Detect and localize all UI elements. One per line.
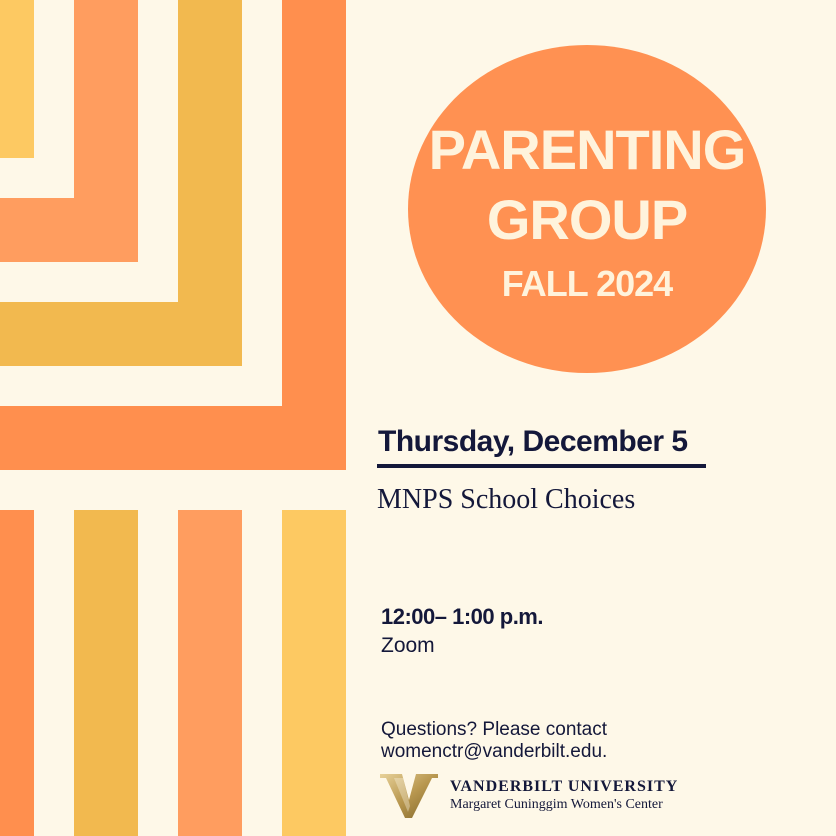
event-time: 12:00– 1:00 p.m.	[381, 604, 543, 629]
center-name: Margaret Cuninggim Women's Center	[450, 797, 663, 812]
event-date: Thursday, December 5	[378, 425, 688, 458]
title-line-1: PARENTING	[428, 118, 746, 181]
title-line-2: GROUP	[486, 188, 688, 251]
stripe-gold-horizontal	[0, 302, 242, 366]
title-season: FALL 2024	[501, 263, 673, 304]
date-underline	[377, 464, 706, 468]
bar-orange	[0, 510, 34, 836]
stripe-yellow-vertical	[0, 0, 34, 158]
bar-gold	[74, 510, 138, 836]
bar-salmon	[178, 510, 242, 836]
event-location: Zoom	[381, 634, 435, 657]
event-topic: MNPS School Choices	[377, 484, 636, 515]
stripe-orange-vertical	[282, 0, 346, 470]
stripe-salmon-horizontal	[0, 198, 138, 262]
bar-yellow	[282, 510, 346, 836]
contact-email[interactable]: womenctr@vanderbilt.edu.	[381, 741, 608, 762]
vanderbilt-v-logo-icon	[380, 772, 438, 820]
stripe-orange-horizontal	[0, 406, 346, 470]
university-name: VANDERBILT UNIVERSITY	[450, 778, 679, 795]
title-circle	[408, 45, 766, 373]
contact-prompt: Questions? Please contact	[381, 719, 608, 740]
